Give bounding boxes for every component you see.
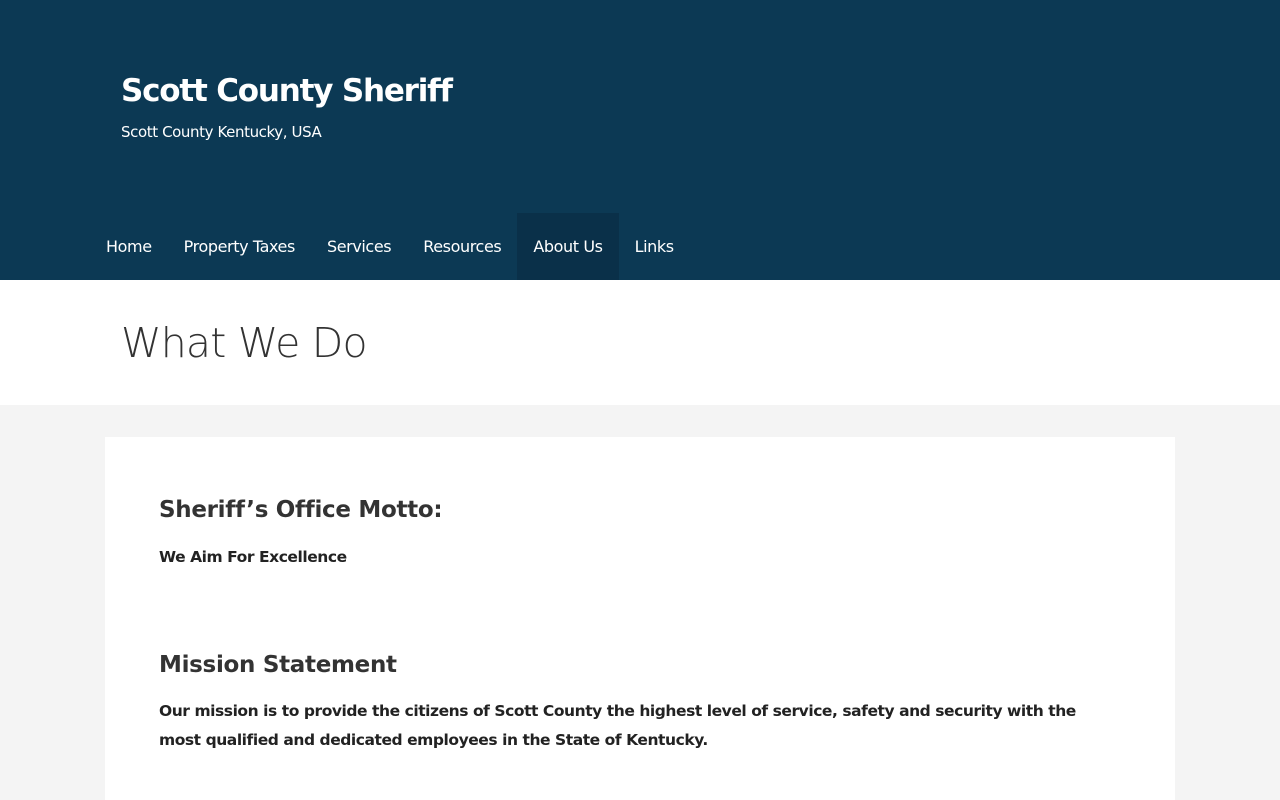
site-header <box>0 0 1280 280</box>
site-tagline: Scott County Kentucky, USA <box>121 123 322 141</box>
motto-text: We Aim For Excellence <box>159 548 347 566</box>
mission-heading: Mission Statement <box>159 652 397 678</box>
site-title[interactable]: Scott County Sheriff <box>121 73 452 109</box>
nav-item-property-taxes[interactable]: Property Taxes <box>183 237 295 256</box>
mission-text: Our mission is to provide the citizens of Scott County the highest level of service, safety and security with the most qualified and dedicated employees in the State of Kentucky. <box>159 702 1076 749</box>
main-nav <box>90 213 690 280</box>
page-title-band <box>0 280 1280 405</box>
nav-item-home[interactable]: Home <box>106 237 152 256</box>
nav-item-services[interactable]: Services <box>326 237 392 256</box>
content-card <box>105 437 1175 800</box>
nav-item-resources[interactable]: Resources <box>423 237 502 256</box>
motto-heading: Sheriff’s Office Motto: <box>159 497 443 523</box>
nav-item-about-us[interactable]: About Us <box>517 213 618 280</box>
nav-item-links[interactable]: Links <box>634 237 674 256</box>
page-title: What We Do <box>121 319 367 367</box>
